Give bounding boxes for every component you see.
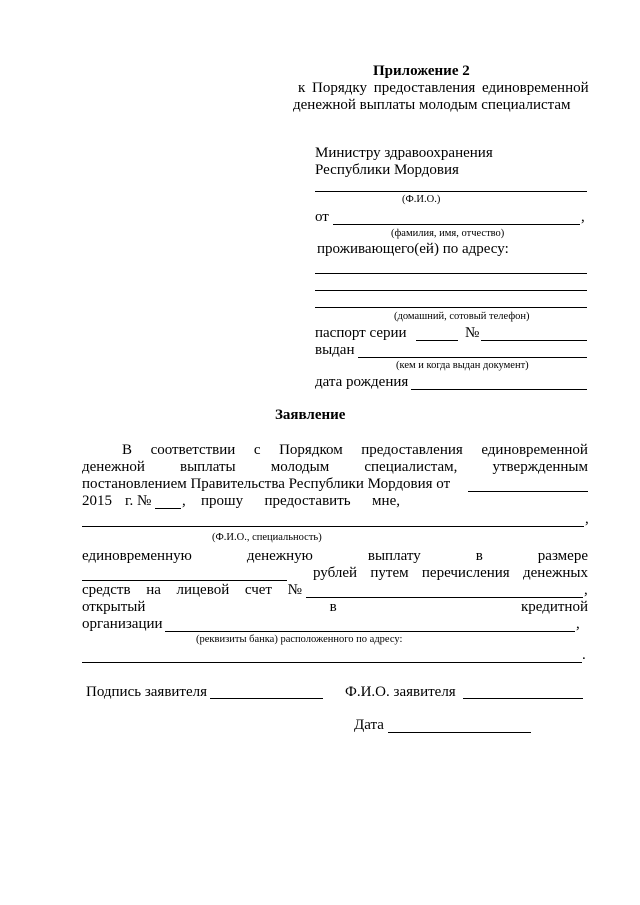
phone-blank[interactable] (315, 307, 587, 308)
body-word: с (253, 442, 261, 458)
phone-caption: (домашний, сотовый телефон) (394, 311, 530, 322)
body-word: в (475, 548, 483, 564)
body-word: выплату (367, 548, 421, 564)
body-word: счет (244, 582, 272, 598)
body-resolution-number-label: г. № (125, 493, 152, 509)
bank-address-period: . (582, 647, 586, 663)
body-word: прошу (201, 493, 244, 509)
body-word: выплаты (180, 459, 236, 475)
address-blank-1[interactable] (315, 273, 587, 274)
body-word: мне, (372, 493, 400, 509)
birth-date-blank[interactable] (411, 389, 587, 390)
fio-blank[interactable] (315, 191, 587, 192)
body-word: молодым (270, 459, 330, 475)
body-word: единовременную (82, 548, 192, 564)
issued-label: выдан (315, 342, 355, 358)
appendix-title: Приложение 2 (373, 63, 470, 79)
fio-specialty-caption: (Ф.И.О., специальность) (212, 532, 322, 543)
body-word: В (122, 442, 133, 458)
body-word: размере (537, 548, 588, 564)
applicant-fio-signature-blank[interactable] (463, 698, 583, 699)
signature-label: Подпись заявителя (86, 684, 208, 700)
account-comma: , (584, 582, 588, 598)
body-word: рублей (313, 565, 358, 581)
bank-address-blank[interactable] (82, 662, 582, 663)
addressee-line-2: Республики Мордовия (315, 162, 459, 178)
body-line-4-tail (201, 492, 400, 510)
body-line-2 (82, 458, 588, 476)
body-word: открытый (82, 599, 146, 615)
passport-series-blank[interactable] (416, 340, 458, 341)
birth-date-label: дата рождения (315, 374, 409, 390)
passport-series-label: паспорт серии (315, 325, 407, 341)
body-line-3: постановлением Правительства Республики Мордовия от (82, 476, 451, 492)
body-word: путем (370, 565, 409, 581)
body-comma: , (182, 493, 186, 509)
date-label: Дата (354, 717, 384, 733)
bank-caption: (реквизиты банка) расположенного по адресу: (196, 634, 403, 645)
body-word: специалистам, (364, 459, 458, 475)
from-name-blank[interactable] (333, 224, 580, 225)
issued-blank[interactable] (358, 357, 587, 358)
resolution-date-blank[interactable] (468, 491, 588, 492)
residing-label: проживающего(ей) по адресу: (317, 241, 509, 257)
applicant-fio-blank[interactable] (82, 526, 584, 527)
appendix-line-2: денежной выплаты молодым специалистам (293, 97, 571, 113)
from-comma: , (581, 209, 585, 225)
passport-number-blank[interactable] (481, 340, 587, 341)
body-line-1 (122, 441, 588, 459)
applicant-fio-label: Ф.И.О. заявителя (345, 684, 456, 700)
bank-comma: , (576, 616, 580, 632)
body-line-8 (82, 581, 302, 599)
signature-blank[interactable] (210, 698, 323, 699)
body-line-7 (313, 564, 588, 582)
date-blank[interactable] (388, 732, 531, 733)
document-title: Заявление (275, 407, 346, 423)
body-line-9 (82, 598, 588, 616)
body-word: перечисления (421, 565, 510, 581)
appendix-line-1-text: к Порядку предоставления единовременной (298, 80, 589, 96)
body-word: лицевой (176, 582, 230, 598)
body-word: денежных (523, 565, 588, 581)
body-word: предоставить (264, 493, 351, 509)
body-word: предоставления (361, 442, 463, 458)
body-word: Порядком (279, 442, 343, 458)
body-word: единовременной (481, 442, 588, 458)
body-word: кредитной (520, 599, 588, 615)
body-word: средств (82, 582, 131, 598)
body-year: 2015 (82, 493, 112, 509)
issued-caption: (кем и когда выдан документ) (396, 360, 529, 371)
body-word: денежной (82, 459, 145, 475)
body-word: денежную (246, 548, 313, 564)
from-label: от (315, 209, 329, 225)
fio-caption: (Ф.И.О.) (402, 194, 441, 205)
resolution-number-blank[interactable] (155, 508, 181, 509)
passport-number-sign: № (465, 325, 480, 341)
appendix-line-1 (298, 79, 588, 97)
bank-details-blank[interactable] (165, 631, 575, 632)
body-word: на (146, 582, 161, 598)
body-word: в (329, 599, 337, 615)
name-caption: (фамилия, имя, отчество) (391, 228, 505, 239)
body-line-6 (82, 547, 588, 565)
address-blank-2[interactable] (315, 290, 587, 291)
body-line-10: организации (82, 616, 163, 632)
body-word: соответствии (150, 442, 236, 458)
applicant-fio-comma: , (585, 511, 589, 527)
body-word: утвержденным (492, 459, 588, 475)
addressee-line-1: Министру здравоохранения (315, 145, 493, 161)
body-word: № (287, 582, 302, 598)
